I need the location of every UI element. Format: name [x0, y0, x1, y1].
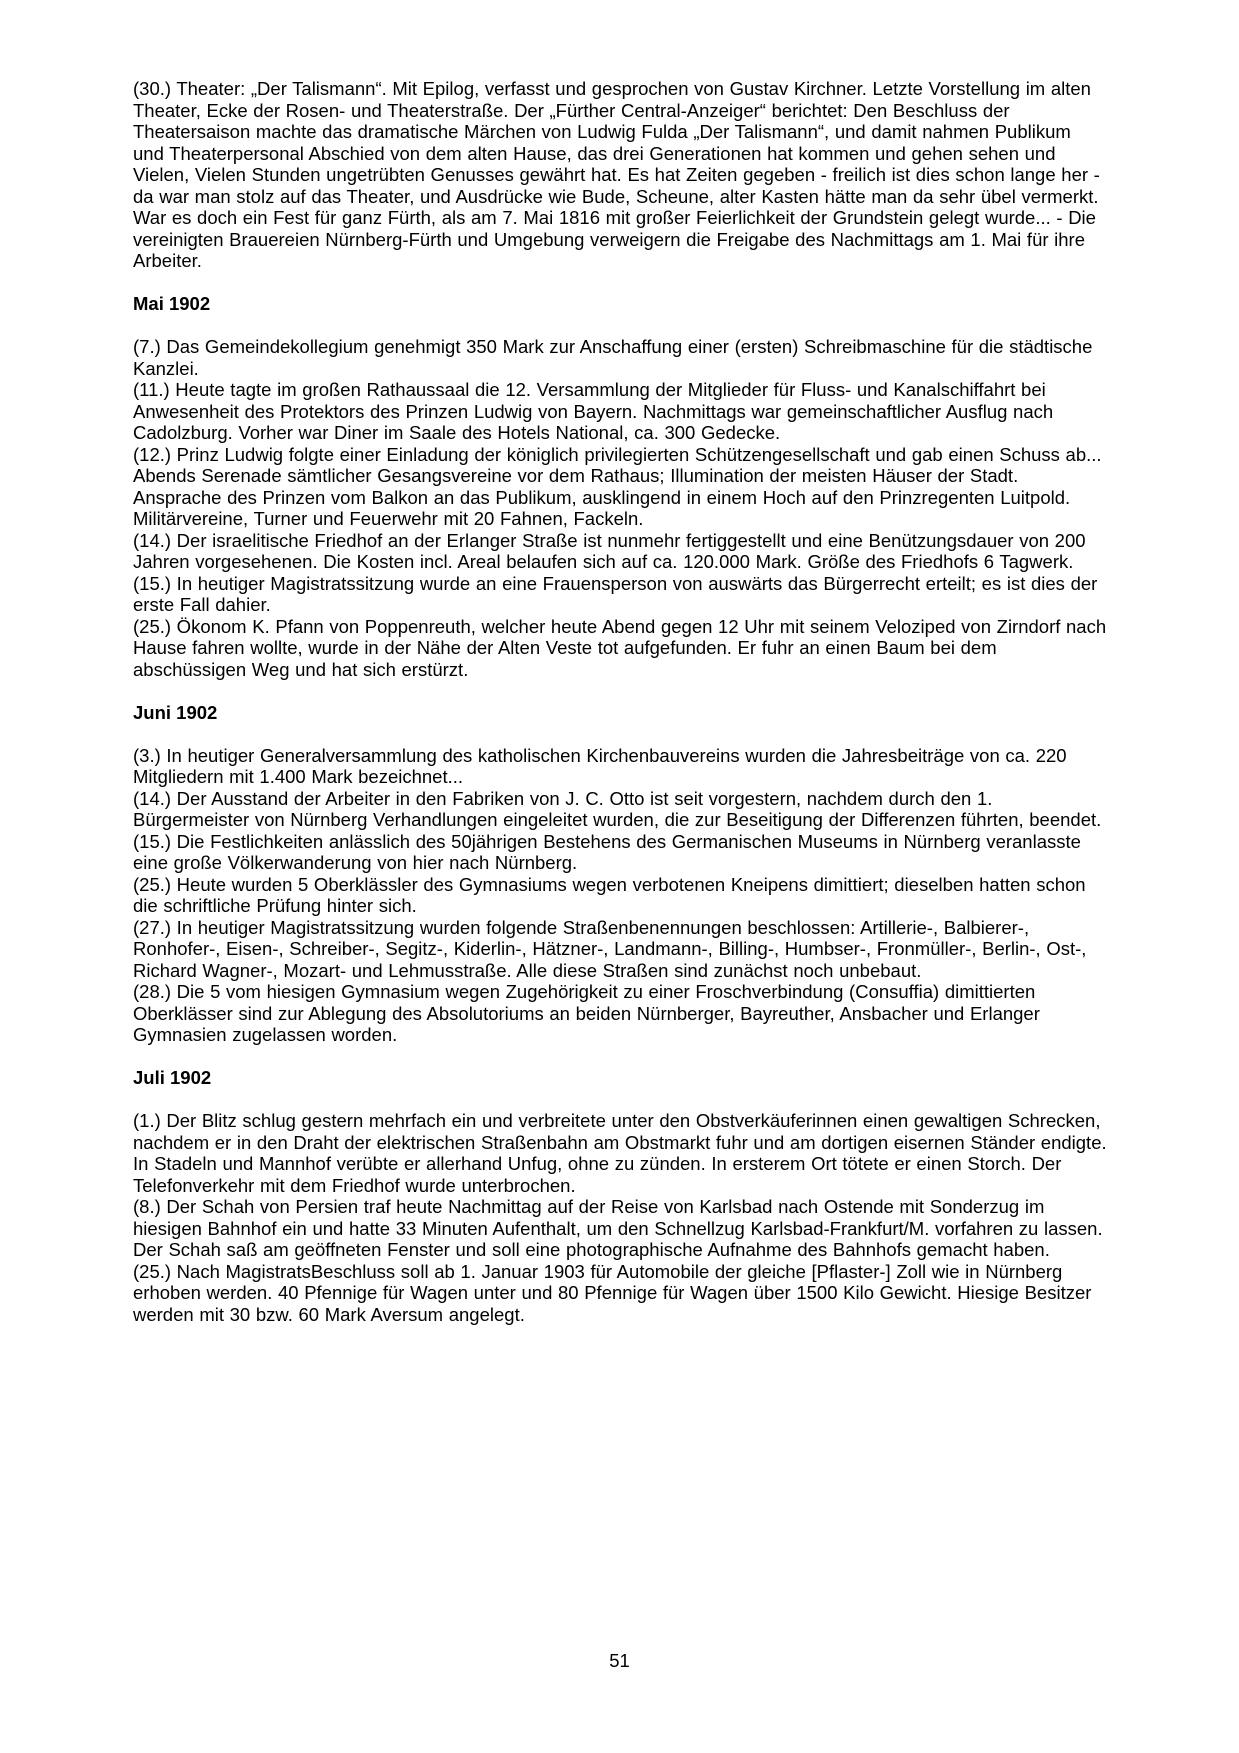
- chronicle-entry: (7.) Das Gemeindekollegium genehmigt 350 Mark zur Anschaffung einer (ersten) Schreibmaschine für die städtische Kanzlei.: [133, 336, 1093, 379]
- chronicle-entry: (12.) Prinz Ludwig folgte einer Einladung der königlich privilegierten Schützengesellschaft und gab einen Schuss ab... Abends Serenade sämtlicher Gesangsvereine vor dem Rathaus; Illumination der meisten Häuser der Stadt. Ansprache des Prinzen vom Balkon an das Publikum, ausklingend in einem Hoch auf den Prinzregenten Luitpold. Militärvereine, Turner und Feuerwehr mit 20 Fahnen, Fackeln.: [133, 443, 1102, 529]
- chronicle-entry: (1.) Der Blitz schlug gestern mehrfach ein und verbreitete unter den Obstverkäuferinnen einen gewaltigen Schrecken, nachdem er in den Draht der elektrischen Straßenbahn am Obstmarkt fuhr und am dortigen eisernen Ständer endigte. In Stadeln und Mannhof verübte er allerhand Unfug, ohne zu zünden. In ersterem Ort tötete er einen Storch. Der Telefonverkehr mit dem Friedhof wurde unterbrochen.: [133, 1110, 1107, 1196]
- section-heading-juni-1902: Juni 1902: [133, 701, 218, 723]
- chronicle-entry: (15.) Die Festlichkeiten anlässlich des 50jährigen Bestehens des Germanischen Museums in Nürnberg veranlasste eine große Völkerwanderung von hier nach Nürnberg.: [133, 830, 1081, 873]
- section-heading-juli-1902: Juli 1902: [133, 1067, 212, 1088]
- chronicle-entry: (27.) In heutiger Magistratssitzung wurden folgende Straßenbenennungen beschlossen: Artillerie-, Balbierer-, Ronhofer-, Eisen-, Schreiber-, Segitz-, Kiderlin-, Hätzner-, Landmann-, Billing-, Humbser-, Fronmüller-, Berlin-, Ost-, Richard Wagner-, Mozart- und Lehmusstraße. Alle diese Straßen sind zunächst noch unbebaut.: [133, 916, 1087, 981]
- chronicle-entry: (8.) Der Schah von Persien traf heute Nachmittag auf der Reise von Karlsbad nach Ostende mit Sonderzug im hiesigen Bahnhof ein und hatte 33 Minuten Aufenthalt, um den Schnellzug Karlsbad-Frankfurt/M. vorfahren zu lassen. Der Schah saß am geöffneten Fenster und soll eine photographische Aufnahme des Bahnhofs gemacht haben.: [133, 1196, 1103, 1260]
- chronicle-entry: (30.) Theater: „Der Talismann“. Mit Epilog, verfasst und gesprochen von Gustav Kirchner. Letzte Vorstellung im alten Theater, Ecke der Rosen- und Theaterstraße. Der „Fürther Central-Anzeiger“ berichtet: Den Beschluss der Theatersaison machte das dramatische Märchen von Ludwig Fulda „Der Talismann“, und damit nahmen Publikum und Theaterpersonal Abschied von dem alten Hause, das drei Generationen hat kommen und gehen sehen und Vielen, Vielen Stunden ungetrübten Genusses gewährt hat. Es hat Zeiten gegeben - freilich ist dies schon lange her - da war man stolz auf das Theater, und Ausdrücke wie Bude, Scheune, alter Kasten hätte man da sehr übel vermerkt. War es doch ein Fest für ganz Fürth, als am 7. Mai 1816 mit großer Feierlichkeit der Grundstein gelegt wurde... - Die vereinigten Brauereien Nürnberg-Fürth und Umgebung verweigern die Freigabe des Nachmittags am 1. Mai für ihre Arbeiter.: [133, 78, 1100, 271]
- chronicle-entry: (3.) In heutiger Generalversammlung des katholischen Kirchenbauvereins wurden die Jahresbeiträge von ca. 220 Mitgliedern mit 1.400 Mark bezeichnet...: [133, 744, 1067, 787]
- chronicle-entry: (25.) Heute wurden 5 Oberklässler des Gymnasiums wegen verbotenen Kneipens dimittiert; dieselben hatten schon die schriftliche Prüfung hinter sich.: [133, 873, 1086, 916]
- chronicle-entry: (25.) Ökonom K. Pfann von Poppenreuth, welcher heute Abend gegen 12 Uhr mit seinem Veloziped von Zirndorf nach Hause fahren wollte, wurde in der Nähe der Alten Veste tot aufgefunden. Er fuhr an einen Baum bei dem abschüssigen Weg und hat sich erstürzt.: [133, 615, 1107, 680]
- chronicle-entry: (15.) In heutiger Magistratssitzung wurde an eine Frauensperson von auswärts das Bürgerrecht erteilt; es ist dies der erste Fall dahier.: [133, 572, 1098, 615]
- chronicle-entry: (11.) Heute tagte im großen Rathaussaal die 12. Versammlung der Mitglieder für Fluss- und Kanalschiffahrt bei Anwesenheit des Protektors des Prinzen Ludwig von Bayern. Nachmittags war gemeinschaftlicher Ausflug nach Cadolzburg. Vorher war Diner im Saale des Hotels National, ca. 300 Gedecke.: [133, 379, 1054, 443]
- chronicle-entry: (14.) Der Ausstand der Arbeiter in den Fabriken von J. C. Otto ist seit vorgestern, nachdem durch den 1. Bürgermeister von Nürnberg Verhandlungen eingeleitet wurden, die zur Beseitigung der Differenzen führten, beendet.: [133, 787, 1102, 830]
- chronicle-entry: (14.) Der israelitische Friedhof an der Erlanger Straße ist nunmehr fertiggestellt und eine Benützungsdauer von 200 Jahren vorgesehenen. Die Kosten incl. Areal belaufen sich auf ca. 120.000 Mark. Größe des Friedhofs 6 Tagwerk.: [133, 529, 1086, 572]
- chronicle-entry: (28.) Die 5 vom hiesigen Gymnasium wegen Zugehörigkeit zu einer Froschverbindung (Consuffia) dimittierten Oberklässer sind zur Ablegung des Absolutoriums an beiden Nürnberger, Bayreuther, Ansbacher und Erlanger Gymnasien zugelassen worden.: [133, 981, 1040, 1045]
- page-number: 51: [609, 1650, 630, 1671]
- section-heading-mai-1902: Mai 1902: [133, 293, 211, 314]
- chronicle-entry: (25.) Nach MagistratsBeschluss soll ab 1. Januar 1903 für Automobile der gleiche [Pflaster-] Zoll wie in Nürnberg erhoben werden. 40 Pfennige für Wagen unter und 80 Pfennige für Wagen über 1500 Kilo Gewicht. Hiesige Besitzer werden mit 30 bzw. 60 Mark Aversum angelegt.: [133, 1260, 1092, 1325]
